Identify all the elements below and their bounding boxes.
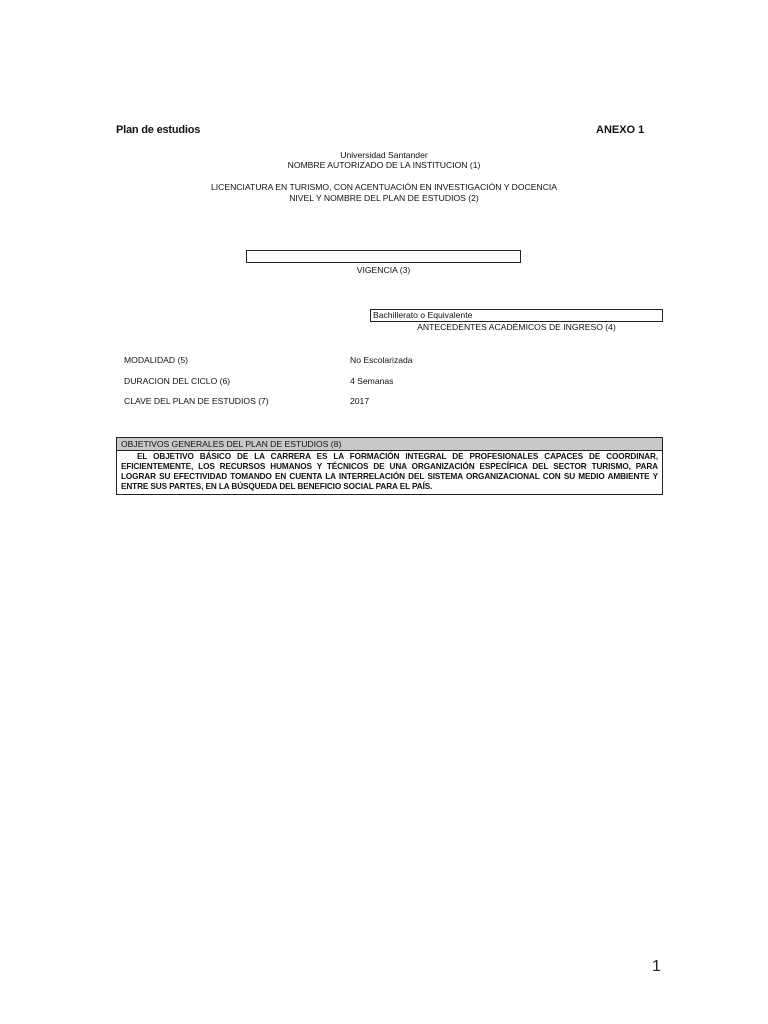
plan-name: LICENCIATURA EN TURISMO, CON ACENTUACIÓN EN INVESTIGACIÓN Y DOCENCIA	[210, 182, 558, 192]
vigencia-field	[246, 250, 521, 263]
institution-label: NOMBRE AUTORIZADO DE LA INSTITUCION (1)	[287, 160, 481, 170]
modalidad-value: No Escolarizada	[350, 355, 413, 365]
vigencia-label: VIGENCIA (3)	[356, 265, 411, 275]
objetivos-title: OBJETIVOS GENERALES DEL PLAN DE ESTUDIOS (8)	[117, 438, 662, 451]
clave-value: 2017	[350, 396, 370, 406]
annex-label: ANEXO 1	[596, 124, 645, 136]
antecedentes-field: Bachillerato o Equivalente	[370, 309, 663, 322]
page-number: 1	[652, 958, 661, 975]
antecedentes-label: ANTECEDENTES ACADÉMICOS DE INGRESO (4)	[417, 322, 616, 332]
document-title: Plan de estudios	[116, 124, 201, 136]
clave-label: CLAVE DEL PLAN DE ESTUDIOS (7)	[124, 396, 269, 406]
modalidad-label: MODALIDAD (5)	[124, 355, 188, 365]
institution-name: Universidad Santander	[340, 150, 428, 160]
duracion-label: DURACION DEL CICLO (6)	[124, 376, 231, 386]
duracion-value: 4 Semanas	[350, 376, 394, 386]
objetivos-text: EL OBJETIVO BÁSICO DE LA CARRERA ES LA FORMACIÓN INTEGRAL DE PROFESIONALES CAPACES DE COORDINAR, EFICIENTEMENTE, LOS RECURSOS HUMANOS Y TÉCNICOS DE UNA ORGANIZACIÓN ESPECÍFICA DEL SECTOR TURISMO, PARA LOGRAR SU EFECTIVIDAD TOMANDO EN CUENTA LA INTERRELACIÓN DEL SISTEMA ORGANIZACIONAL CON SU MEDIO AMBIENTE Y ENTRE SUS PARTES, EN LA BÚSQUEDA DEL BENEFICIO SOCIAL PARA EL PAÍS.	[121, 452, 658, 491]
objetivos-section	[116, 437, 663, 495]
plan-label: NIVEL Y NOMBRE DEL PLAN DE ESTUDIOS (2)	[289, 193, 479, 203]
